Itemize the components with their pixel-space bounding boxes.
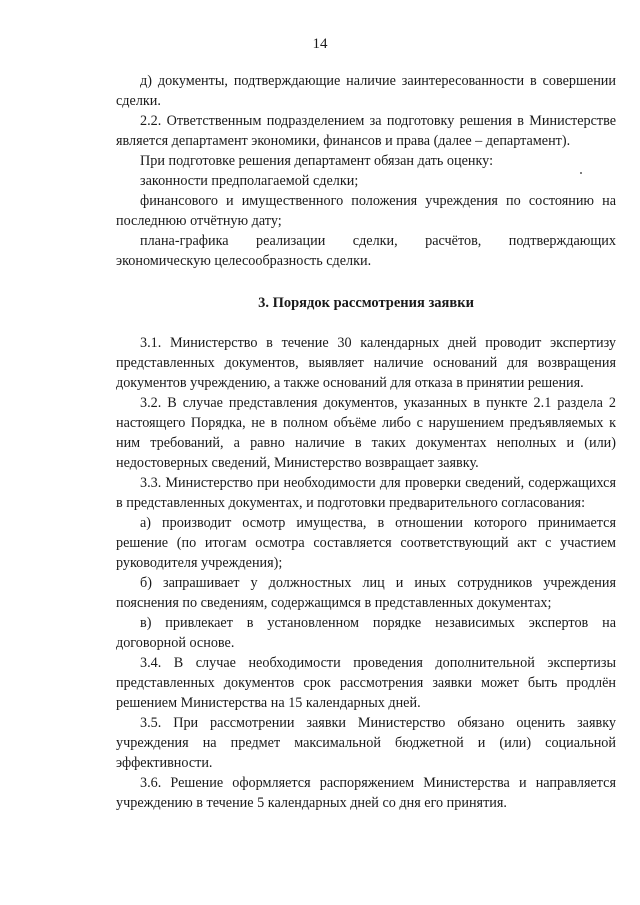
paragraph-3-3-v: в) привлекает в установленном порядке независимых экспертов на договорной основе.: [116, 615, 616, 651]
paragraph-3-3: 3.3. Министерство при необходимости для проверки сведений, содержащихся в представленных документах, и подготовки предварительного согласования:: [116, 475, 616, 511]
paragraph-3-3-a: а) производит осмотр имущества, в отношении которого принимается решение (по итогам осмотра составляется соответствующий акт с участием руководителя учреждения);: [116, 515, 616, 571]
paragraph-3-5: 3.5. При рассмотрении заявки Министерство обязано оценить заявку учреждения на предмет максимальной бюджетной и (или) социальной эффективности.: [116, 715, 616, 771]
paragraph-3-2: 3.2. В случае представления документов, указанных в пункте 2.1 раздела 2 настоящего Порядка, не в полном объёме либо с нарушением предъявляемых к ним требований, а равно наличие в таких документах неполных и (или) недостоверных сведений, Министерство возвращает заявку.: [116, 395, 616, 471]
paragraph-assessment-intro: При подготовке решения департамент обязан дать оценку:: [140, 153, 494, 169]
paragraph-3-3-b: б) запрашивает у должностных лиц и иных сотрудников учреждения пояснения по сведениям, содержащимся в представленных документах;: [116, 575, 616, 611]
paragraph-2-2: 2.2. Ответственным подразделением за подготовку решения в Министерстве является департамент экономики, финансов и права (далее – департамент).: [116, 113, 616, 149]
paragraph-assessment-legality: законности предполагаемой сделки;: [140, 173, 359, 189]
paragraph-3-6: 3.6. Решение оформляется распоряжением Министерства и направляется учреждению в течение 5 календарных дней со дня его принятия.: [116, 775, 616, 811]
page-number: 14: [312, 36, 328, 52]
paragraph-assessment-financial: финансового и имущественного положения учреждения по состоянию на последнюю отчётную дату;: [116, 193, 616, 229]
document-body: [116, 71, 616, 813]
paragraph-3-1: 3.1. Министерство в течение 30 календарных дней проводит экспертизу представленных документов, выявляет наличие оснований для возвращения документов учреждению, а также оснований для отказа в принятии решения.: [116, 335, 616, 391]
paragraph-item-d: д) документы, подтверждающие наличие заинтересованности в совершении сделки.: [116, 73, 616, 109]
section-title: 3. Порядок рассмотрения заявки: [258, 295, 474, 311]
paragraph-3-4: 3.4. В случае необходимости проведения дополнительной экспертизы представленных документов срок рассмотрения заявки может быть продлён решением Министерства на 15 календарных дней.: [116, 655, 616, 711]
paragraph-assessment-schedule: плана-графика реализации сделки, расчётов, подтверждающих экономическую целесообразность сделки.: [116, 233, 616, 269]
